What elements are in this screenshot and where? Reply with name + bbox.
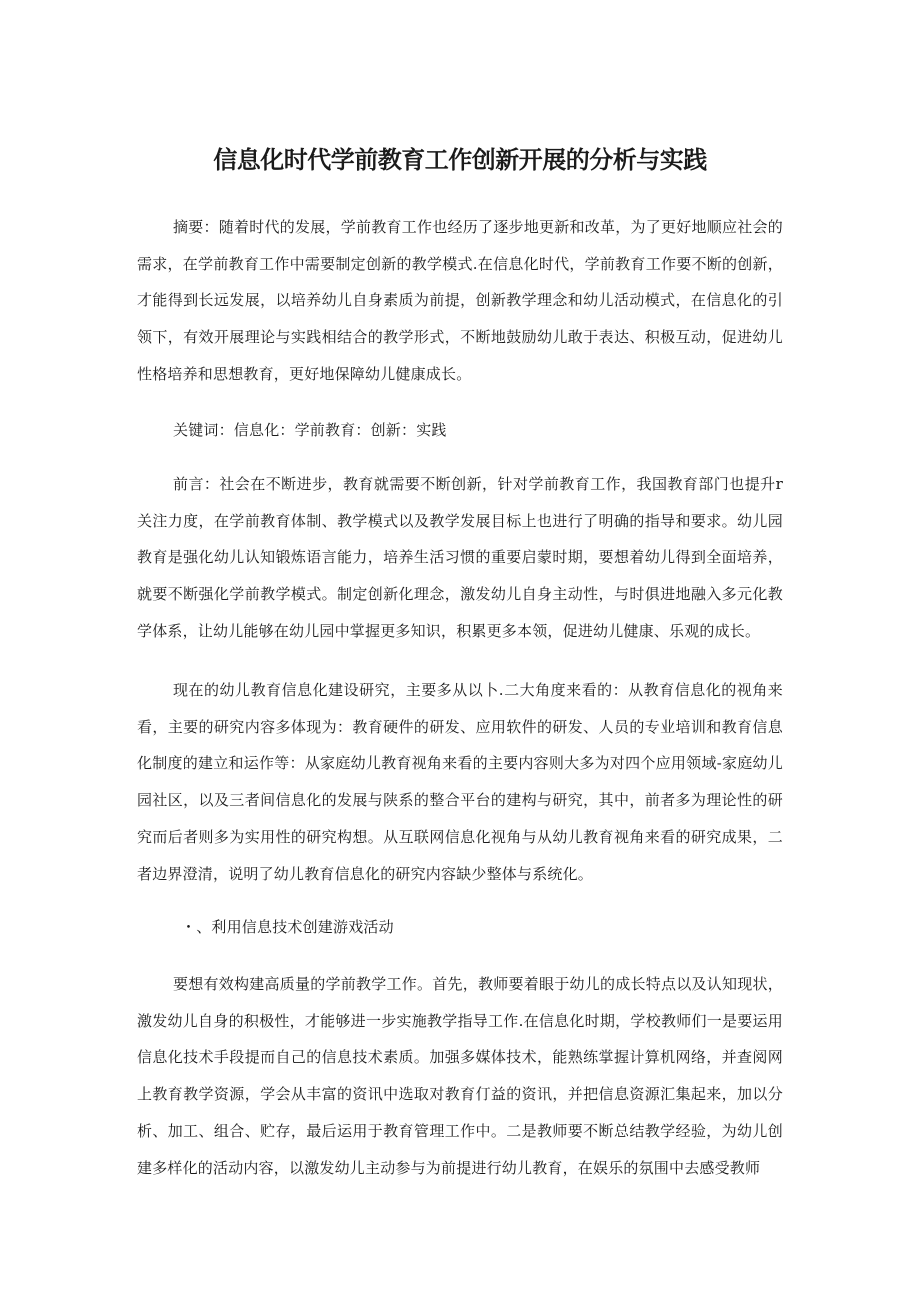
section-heading: ・、利用信息技术创建游戏活动 [181, 918, 394, 936]
document-title: 信息化时代学前教育工作创新开展的分析与实践 [213, 146, 707, 175]
keywords-paragraph: 关键词：信息化：学前教育：创新：实践 [173, 421, 447, 439]
preface-paragraph: 前言：社会在不断进步，教育就需要不断创新，针对学前教育工作，我国教育部门也提升r关注力度，在学前教育体制、教学模式以及教学发展目标上也进行了明确的指导和要求。幼儿园教育是强化幼儿认知锻炼语言能力，培养生活习惯的重要启蒙时期，要想着幼儿得到全面培养，就要不断强化学前教学模式。制定创新化理念，激发幼儿自身主动性，与时俱进地融入多元化教学体系，让幼儿能够在幼儿园中掌握更多知识，积累更多本领，促进幼儿健康、乐观的成长。 [137, 475, 783, 640]
research-status-paragraph: 现在的幼儿教育信息化建设研究，主要多从以卜.二大角度来看的：从教育信息化的视角来看，主要的研究内容多体现为：教育硬件的研发、应用软件的研发、人员的专业培训和教育信息化制度的建立和运作等：从家庭幼儿教育视角来看的主要内容则大多为对四个应用领域-家庭幼儿园社区，以及三者间信息化的发展与陕系的整合平台的建构与研究，其中，前者多为理论性的研究而后者则多为实用性的研究构想。从互联网信息化视角与从幼儿教育视角来看的研究成果，二者边界澄清，说明了幼儿教育信息化的研究内容缺少整体与系统化。 [137, 681, 783, 883]
body-paragraph: 要想有效构建高质量的学前教学工作。首先，教师要着眼于幼儿的成长特点以及认知现状，激发幼儿自身的积极性，才能够进一步实施教学指导工作.在信息化时期，学校教师们一是要运用信息化技术手段提而自己的信息技术素质。加强多媒体技术，能熟练掌握计算机网络，并查阅网上教育教学资源，学会从丰富的资讯中选取对教育仃益的资讯，并把信息资源汇集起来，加以分析、加工、组合、贮存，最后运用于教育管理工作中。二是教师要不断总结教学经验，为幼儿创建多样化的活动内容，以激发幼儿主动参与为前提进行幼儿教育，在娱乐的氛围中去感受教师 [137, 975, 783, 1177]
abstract-paragraph: 摘要：随着时代的发展，学前教育工作也经历了逐步地更新和改革，为了更好地顺应社会的需求，在学前教育工作中需要制定创新的教学模式.在信息化时代，学前教育工作要不断的创新，才能得到长远发展，以培养幼儿自身素质为前提，创新教学理念和幼儿活动模式，在信息化的引领下，有效开展理论与实践相结合的教学形式，不断地鼓励幼儿敢于表达、积极互动，促进幼儿性格培养和思想教育，更好地保障幼儿健康成长。 [137, 218, 783, 383]
